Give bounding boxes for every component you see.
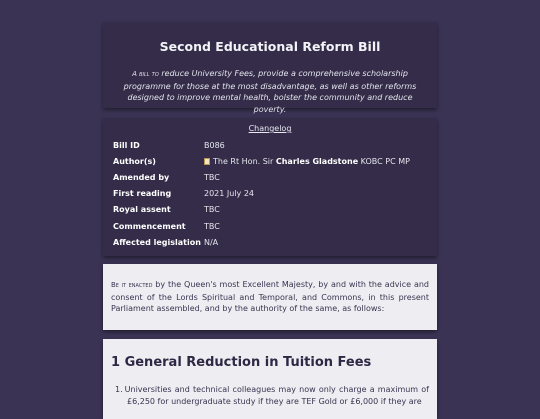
author-title: The Rt Hon. Sir xyxy=(213,156,276,166)
author-honours: KOBC PC MP xyxy=(358,156,410,166)
author-name[interactable]: Charles Gladstone xyxy=(275,156,359,166)
bill-title: Second Educational Reform Bill xyxy=(159,39,381,54)
info-value: TBC xyxy=(204,205,220,215)
bill-summary xyxy=(111,68,429,115)
summary-text: reduce University Fees, provide a comprehensive scholarship programme for those at the most disadvantage, as well as other reforms designed to improve mental health, bolster the community and reduce poverty. xyxy=(123,69,417,114)
crest-icon xyxy=(204,158,210,165)
clause-number: 1. xyxy=(115,385,123,394)
info-value xyxy=(204,157,410,166)
section-heading: 1 General Reduction in Tuition Fees xyxy=(111,355,372,370)
bill-info-card xyxy=(103,118,437,256)
enactment-text: by the Queen's most Excellent Majesty, by and with the advice and consent of the Lords Spiritual and Temporal, and Commons, in this present Parliament assembled, and by the authority of the same, as follows: xyxy=(111,280,429,313)
section-card xyxy=(103,339,437,419)
changelog-link[interactable]: Changelog xyxy=(248,124,292,133)
info-row-commencement xyxy=(113,218,427,234)
info-label: Author(s) xyxy=(113,156,156,166)
info-value: 2021 July 24 xyxy=(204,189,255,199)
info-row-first-reading xyxy=(113,186,427,202)
info-value: TBC xyxy=(204,172,220,182)
enactment-card xyxy=(103,264,437,330)
clause-text: Universities and technical colleagues may now only charge a maximum of £6,250 for undergraduate study if they are TEF Gold or £6,000 if they are xyxy=(124,385,429,406)
info-row-royal-assent xyxy=(113,202,427,218)
clause-item xyxy=(111,384,429,407)
bill-header-card xyxy=(103,22,437,114)
info-label: Commencement xyxy=(113,221,186,231)
info-row-amended-by xyxy=(113,169,427,185)
info-value: TBC xyxy=(204,221,220,231)
info-label: First reading xyxy=(113,189,172,199)
info-value: B086 xyxy=(204,140,225,150)
info-label: Amended by xyxy=(113,172,170,182)
info-label: Royal assent xyxy=(113,205,171,215)
summary-prefix: A bill to xyxy=(132,70,159,78)
info-row-authors xyxy=(113,153,427,169)
enactment-prefix: Be it enacted xyxy=(111,281,153,289)
info-row-affected-legislation xyxy=(113,234,427,250)
info-row-bill-id xyxy=(113,137,427,153)
info-label: Affected legislation xyxy=(113,237,201,247)
info-value: N/A xyxy=(204,237,219,247)
info-label: Bill ID xyxy=(113,140,140,150)
